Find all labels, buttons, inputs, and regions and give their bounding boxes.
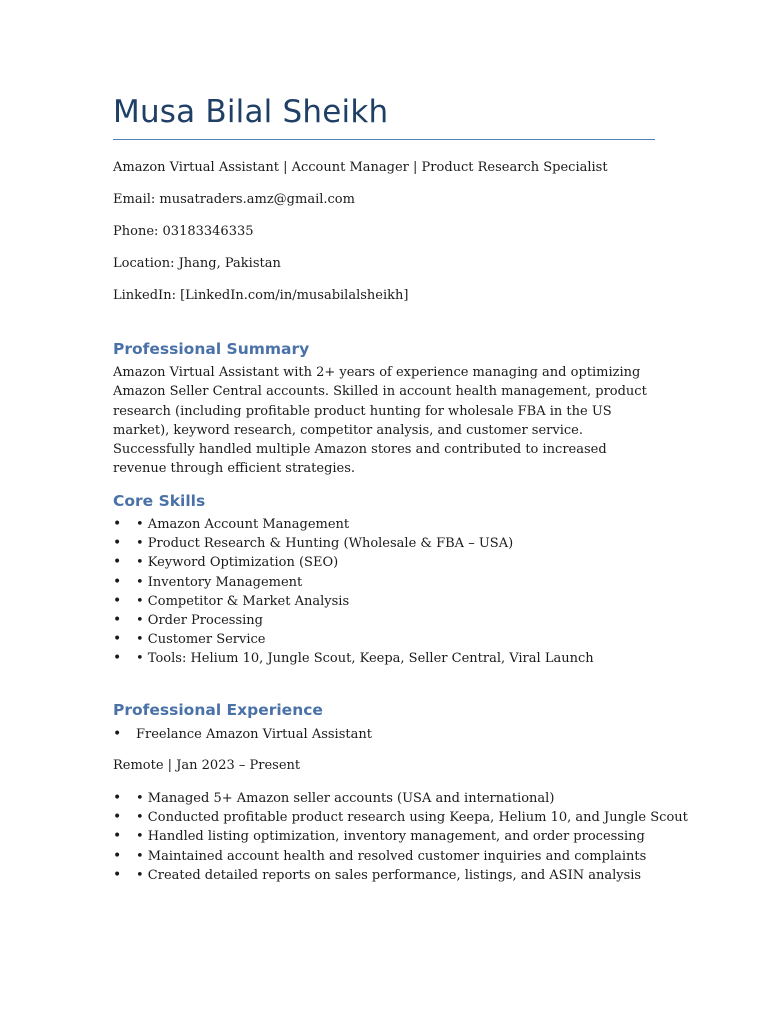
skill-text: • Customer Service: [136, 632, 266, 648]
summary-text: Amazon Virtual Assistant with 2+ years of experience managing and optimizing Amazon Seller Central accounts. Skilled in account health management, product research (including profitable product hunting for wholesale FBA in the US market), keyword research, competitor analysis, and customer service. Successfully handled multiple Amazon stores and contributed to increased revenue through efficient strategies.: [113, 365, 647, 477]
skills-heading: Core Skills: [113, 492, 206, 510]
list-item: [113, 847, 688, 866]
bullet-icon: •: [113, 516, 122, 532]
list-item: [113, 866, 688, 885]
skill-text: • Product Research & Hunting (Wholesale & FBA – USA): [136, 536, 514, 552]
bullet-icon: •: [113, 847, 122, 864]
phone-line: Phone: 03183346335: [113, 224, 254, 239]
list-item: [113, 827, 688, 846]
bullet-icon: •: [113, 828, 122, 845]
list-item: [113, 592, 594, 611]
summary-heading: Professional Summary: [113, 340, 310, 358]
bullet-icon: •: [113, 650, 122, 667]
bullet-icon: •: [113, 554, 122, 571]
linkedin-line: LinkedIn: [LinkedIn.com/in/musabilalsheikh]: [113, 288, 409, 303]
experience-list: [113, 789, 688, 885]
skills-list: [113, 515, 594, 669]
duty-text: • Maintained account health and resolved customer inquiries and complaints: [136, 848, 647, 864]
experience-role-list: [113, 725, 372, 744]
title-rule: [113, 139, 655, 140]
duty-text: • Handled listing optimization, inventory management, and order processing: [136, 829, 645, 845]
bullet-icon: •: [113, 611, 122, 628]
headline: Amazon Virtual Assistant | Account Manager | Product Research Specialist: [113, 160, 608, 175]
list-item: [113, 611, 594, 630]
skill-text: • Inventory Management: [136, 574, 303, 590]
list-item: [113, 808, 688, 827]
bullet-icon: •: [113, 809, 122, 826]
list-item: [113, 573, 594, 592]
job-title: Freelance Amazon Virtual Assistant: [136, 727, 372, 742]
duty-text: • Created detailed reports on sales performance, listings, and ASIN analysis: [136, 867, 642, 883]
bullet-icon: •: [113, 726, 122, 742]
list-item: [113, 630, 594, 649]
list-item: [113, 649, 594, 668]
candidate-name: Musa Bilal Sheikh: [113, 94, 389, 130]
skill-text: • Keyword Optimization (SEO): [136, 555, 339, 571]
experience-heading: Professional Experience: [113, 701, 323, 719]
list-item: [113, 553, 594, 572]
list-item: [113, 515, 594, 534]
location-line: Location: Jhang, Pakistan: [113, 256, 281, 271]
bullet-icon: •: [113, 631, 122, 648]
skill-text: • Tools: Helium 10, Jungle Scout, Keepa, Seller Central, Viral Launch: [136, 651, 594, 667]
skill-text: • Competitor & Market Analysis: [136, 593, 350, 609]
bullet-icon: •: [113, 592, 122, 609]
bullet-icon: •: [113, 535, 122, 552]
list-item: [113, 725, 372, 744]
bullet-icon: •: [113, 866, 122, 883]
skill-text: • Order Processing: [136, 612, 263, 628]
bullet-icon: •: [113, 573, 122, 590]
list-item: [113, 789, 688, 808]
skill-text: • Amazon Account Management: [136, 517, 350, 532]
email-line: Email: musatraders.amz@gmail.com: [113, 192, 355, 207]
job-meta: Remote | Jan 2023 – Present: [113, 758, 301, 773]
list-item: [113, 534, 594, 553]
bullet-icon: •: [113, 790, 122, 806]
duty-text: • Conducted profitable product research using Keepa, Helium 10, and Jungle Scout: [136, 810, 688, 826]
duty-text: • Managed 5+ Amazon seller accounts (USA and international): [136, 791, 555, 806]
